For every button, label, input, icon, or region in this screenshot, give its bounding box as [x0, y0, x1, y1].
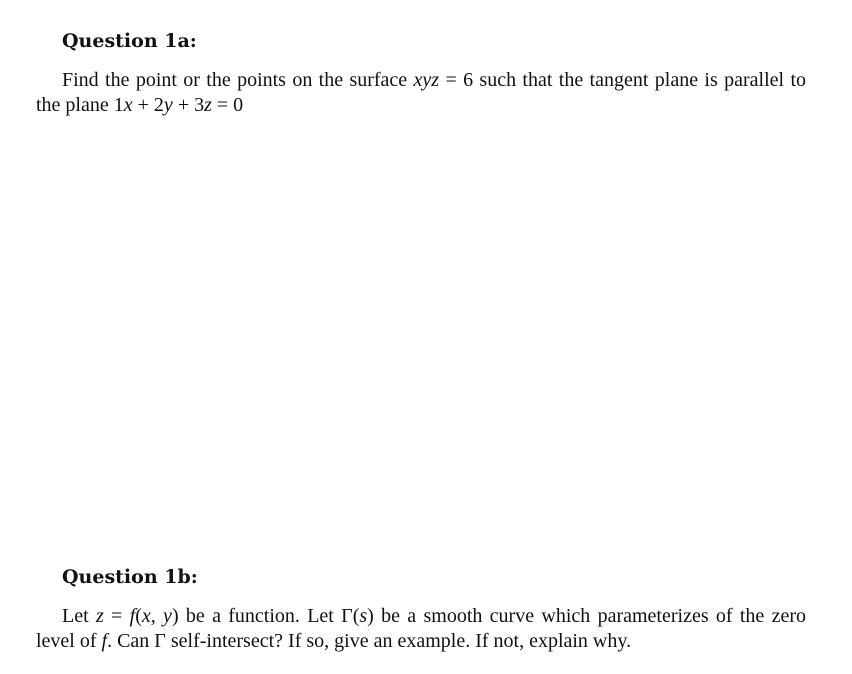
q1b-text-4: ) be a function. Let Γ( — [171, 605, 360, 627]
q1b-math-z: z — [95, 605, 104, 627]
q1b-math-f: f — [129, 605, 136, 627]
q1a-math-xyz: xyz — [413, 69, 440, 91]
q1a-math-z: z — [204, 94, 212, 116]
q1a-text-4: + 3 — [172, 94, 205, 116]
q1b-text-3: ( — [135, 605, 142, 627]
question-1b-text — [36, 604, 806, 654]
q1a-math-x: x — [123, 94, 133, 116]
question-1b-heading: Question 1b: — [62, 566, 198, 588]
question-1b — [36, 564, 806, 654]
q1a-text-3: + 2 — [132, 94, 164, 116]
question-1a — [36, 28, 806, 118]
q1b-math-f2: f — [101, 630, 108, 652]
q1b-text-5: ) be a smooth curve which parameterizes of the zero level of — [36, 605, 807, 652]
q1b-text-6: . Can Γ self-intersect? If so, give an example. If not, explain why. — [107, 630, 632, 652]
q1b-text-1: Let — [62, 605, 96, 627]
q1b-math-s: s — [359, 605, 368, 627]
q1b-math-xy: x, y — [141, 605, 172, 627]
q1a-math-y: y — [163, 94, 173, 116]
question-1a-heading: Question 1a: — [62, 30, 197, 52]
q1a-text-5: = 0 — [211, 94, 244, 116]
q1a-text-1: Find the point or the points on the surface — [62, 69, 414, 91]
q1b-text-2: = — [103, 605, 130, 627]
question-1a-text — [36, 68, 806, 118]
q1a-text-2: = 6 such that the tangent plane is parallel to the plane 1 — [36, 69, 806, 116]
